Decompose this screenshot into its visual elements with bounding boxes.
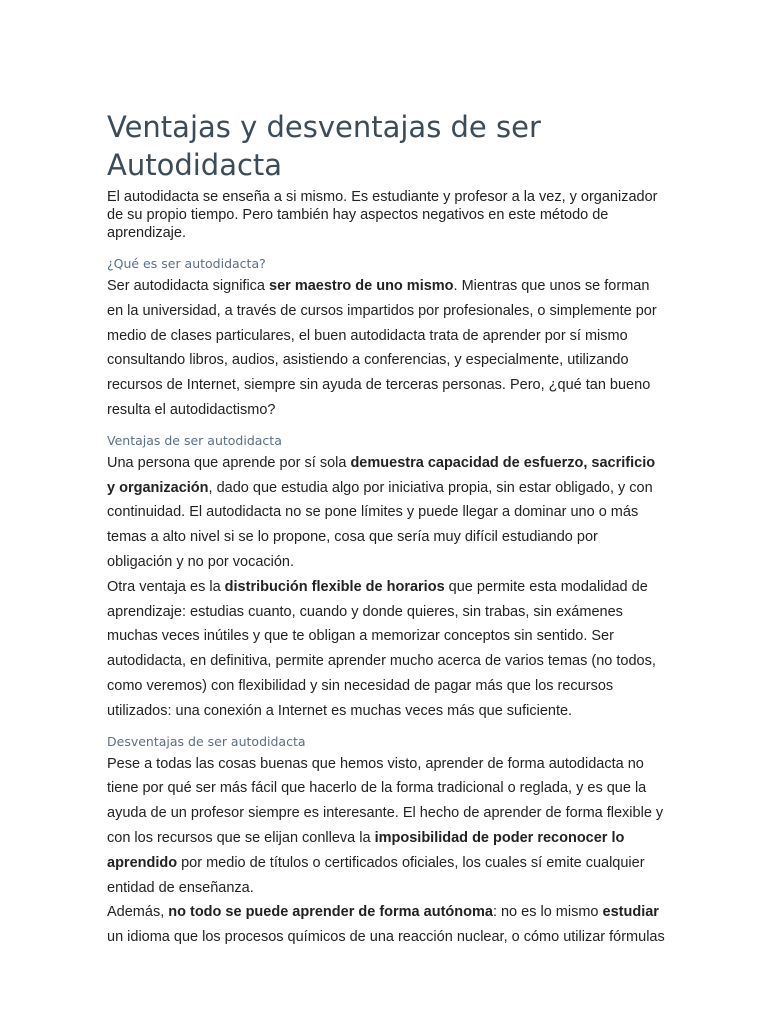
text-run: : no es lo mismo (492, 904, 603, 921)
text-run: un idioma que los procesos químicos de una reacción nuclear, o cómo utilizar fórmulas (107, 929, 665, 946)
paragraph-desventajas-2 (107, 900, 667, 950)
bold-text: ser maestro de uno mismo (269, 278, 454, 294)
paragraph-desventajas-1 (107, 752, 667, 901)
bold-text: estudiar (602, 904, 659, 921)
text-run: Ser autodidacta significa (107, 278, 270, 294)
intro-paragraph: El autodidacta se enseña a si mismo. Es estudiante y profesor a la vez, y organizador de su propio tiempo. Pero también hay aspectos negativos en este método de aprendizaje. (107, 189, 658, 241)
text-run: Pese a todas las cosas buenas que hemos visto, aprender de forma autodidacta no tiene por qué ser más fácil que hacerlo de la forma tradicional o reglada, y es que la ayuda de un profesor siempre es interesante. El hecho de aprender de forma flexible y con los recursos que se elijan conlleva la (107, 755, 664, 846)
section-heading-ventajas: Ventajas de ser autodidacta (107, 432, 282, 448)
section-heading-que-es: ¿Qué es ser autodidacta? (107, 256, 266, 271)
text-run: , dado que estudia algo por iniciativa propia, sin estar obligado, y con continuidad. El autodidacta no se pone límites y puede llegar a dominar uno o más temas a alto nivel si se lo propone, cosa que sería muy difícil estudiando por obligación y no por vocación. (107, 479, 653, 570)
bold-text: imposibilidad de poder reconocer lo aprendido (107, 829, 625, 871)
bold-text: demuestra capacidad de esfuerzo, sacrificio y organización (107, 454, 656, 496)
paragraph-ventajas-2 (107, 575, 667, 724)
page-title: Ventajas y desventajas de ser Autodidacta (107, 110, 541, 182)
paragraph-que-es (107, 274, 667, 423)
text-run: Además, (107, 904, 169, 921)
text-run: . Mientras que unos se forman en la universidad, a través de cursos impartidos por profesionales, o simplemente por medio de clases particulares, el buen autodidacta trata de aprender por sí mismo consultando libros, audios, asistiendo a conferencias, y especialmente, utilizando recursos de Internet, siempre sin ayuda de terceras personas. Pero, ¿qué tan bueno resulta el autodidactismo? (107, 278, 657, 418)
text-run: que permite esta modalidad de aprendizaje: estudias cuanto, cuando y donde quieres, sin trabas, sin exámenes muchas veces inútiles y que te obligan a memorizar conceptos sin sentido. Ser autodidacta, en definitiva, permite aprender mucho acerca de varios temas (no todos, como veremos) con flexibilidad y sin necesidad de pagar más que los recursos utilizados: una conexión a Internet es muchas veces más que suficiente. (107, 578, 656, 719)
paragraph-ventajas-1 (107, 451, 667, 575)
bold-text: no todo se puede aprender de forma autónoma (168, 904, 493, 921)
text-run: por medio de títulos o certificados oficiales, los cuales sí emite cualquier entidad de enseñanza. (107, 854, 645, 896)
text-run: Otra ventaja es la (107, 578, 225, 595)
section-heading-desventajas: Desventajas de ser autodidacta (107, 733, 306, 749)
text-run: Una persona que aprende por sí sola (107, 454, 351, 471)
document-body (107, 108, 667, 950)
bold-text: distribución flexible de horarios (224, 578, 445, 595)
